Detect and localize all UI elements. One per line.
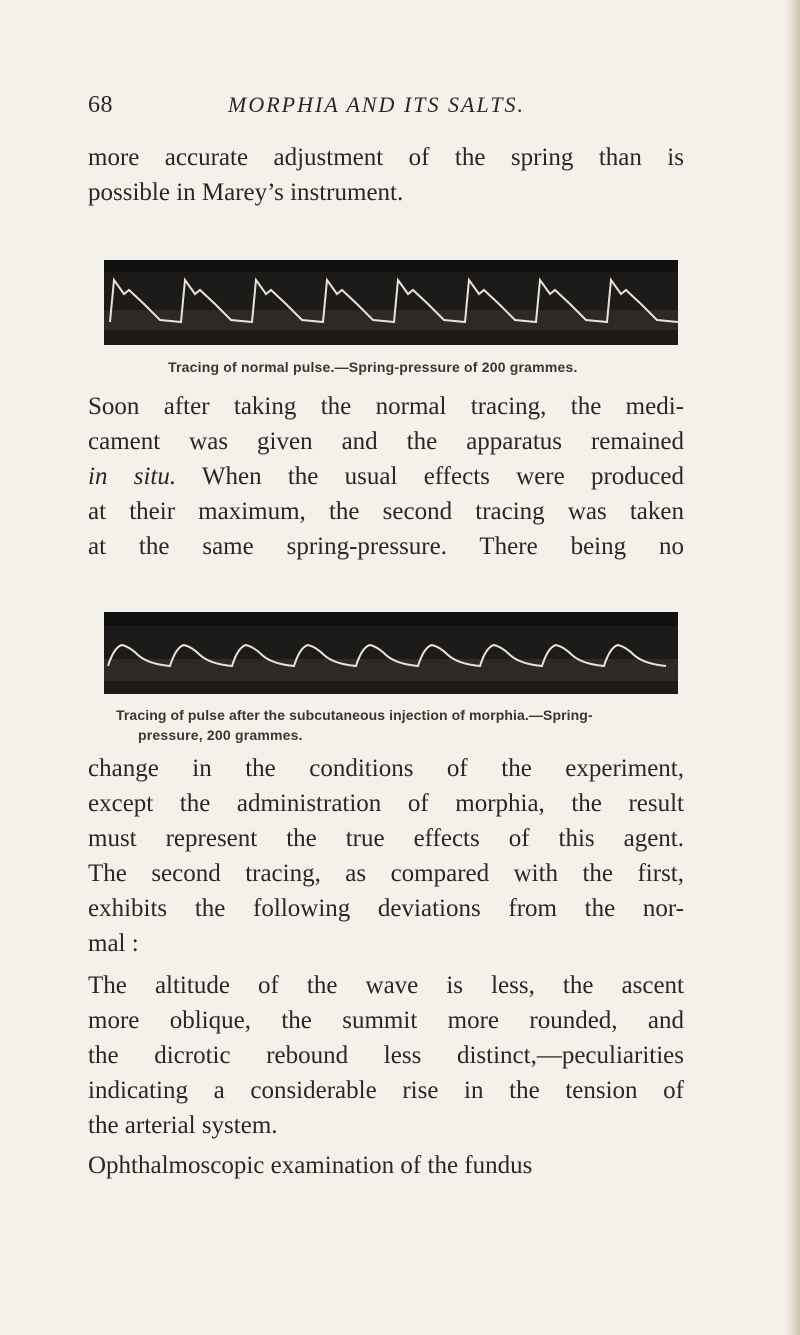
- text-line: must represent the true effects of this agent.: [88, 825, 684, 852]
- page-number: 68: [88, 92, 113, 118]
- text-line: more oblique, the summit more rounded, and: [88, 1007, 684, 1034]
- text-line: [88, 459, 684, 494]
- morphia-pulse-tracing-image: [104, 612, 678, 694]
- text-line: exhibits the following deviations from the nor-: [88, 895, 684, 922]
- text-line: the arterial system.: [88, 1112, 278, 1139]
- text-line: at their maximum, the second tracing was taken: [88, 498, 684, 525]
- caption-line: Tracing of pulse after the subcutaneous injection of morphia.—Spring-: [116, 707, 593, 723]
- text-line: indicating a considerable rise in the tension of: [88, 1077, 684, 1104]
- text-line: the dicrotic rebound less distinct,—peculiarities: [88, 1042, 684, 1069]
- paragraph-1: [88, 140, 684, 210]
- page-header: [88, 92, 688, 126]
- italic-phrase: in situ.: [88, 463, 177, 490]
- morphia-pulse-tracing-figure: [104, 612, 678, 694]
- figure-1-caption: Tracing of normal pulse.—Spring-pressure of 200 grammes.: [168, 359, 578, 375]
- caption-line: pressure, 200 grammes.: [138, 727, 303, 743]
- paragraph-4: [88, 968, 684, 1143]
- normal-pulse-tracing-image: [104, 260, 678, 345]
- text-line: mal :: [88, 930, 139, 957]
- figure-2-caption: [116, 705, 706, 745]
- text-fragment: When the usual effects were produced: [176, 463, 684, 490]
- text-line: possible in Marey’s instrument.: [88, 179, 404, 206]
- text-line: Ophthalmoscopic examination of the fundus: [88, 1152, 533, 1179]
- text-line: cament was given and the apparatus remained: [88, 428, 684, 455]
- running-title: MORPHIA AND ITS SALTS.: [228, 92, 525, 117]
- text-line: The altitude of the wave is less, the ascent: [88, 972, 684, 999]
- text-line: Soon after taking the normal tracing, the medi-: [88, 393, 684, 420]
- text-line: The second tracing, as compared with the first,: [88, 860, 684, 887]
- text-line: at the same spring-pressure. There being no: [88, 533, 684, 560]
- paragraph-5: [88, 1148, 684, 1183]
- paragraph-2: [88, 389, 684, 564]
- paragraph-3: [88, 751, 684, 961]
- page-edge-shadow: [784, 0, 800, 1335]
- text-line: more accurate adjustment of the spring than is: [88, 144, 684, 171]
- normal-pulse-tracing-figure: [104, 260, 678, 345]
- text-line: except the administration of morphia, the result: [88, 790, 684, 817]
- text-line: change in the conditions of the experiment,: [88, 755, 684, 782]
